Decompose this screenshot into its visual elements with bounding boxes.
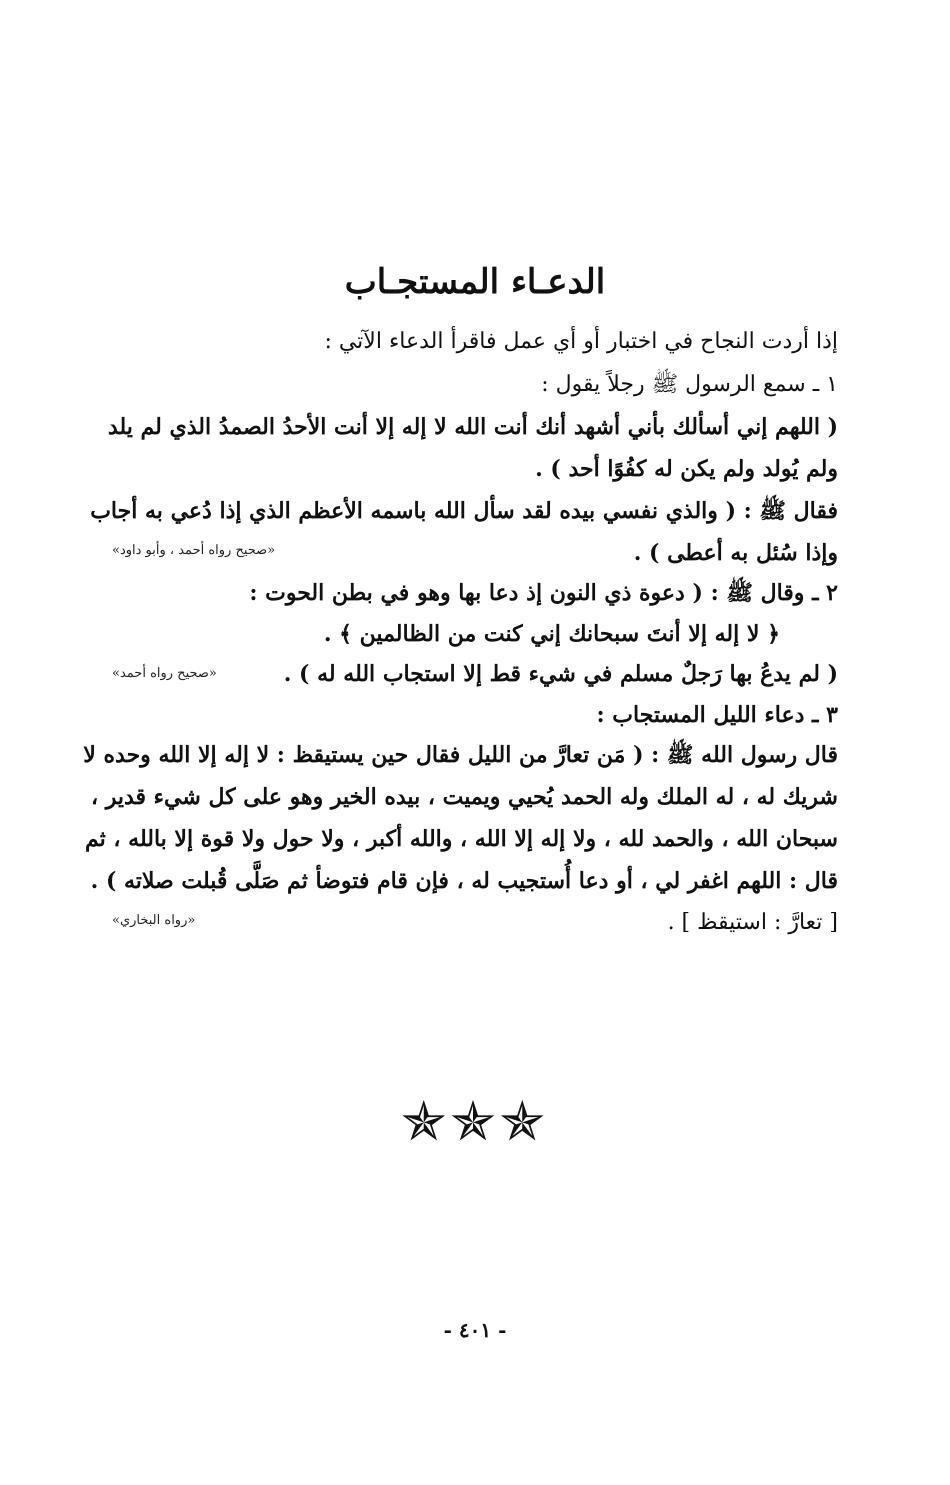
hadith-2-source-note: «صحيح رواه أحمد» [112,666,217,681]
page-title: الدعـاء المستجـاب [344,262,606,302]
dua-3-line-1: قال رسول الله ﷺ : ( مَن تعارَّ من الليل فقال حين يستيقظ : لا إله إلا الله وحده لا [83,742,838,768]
dua-1-line-2: ولم يُولد ولم يكن له كفُوًا أحد ) . [535,456,838,482]
item-3-heading: ٣ ـ دعاء الليل المستجاب : [596,702,838,728]
dua-1-line-1: ( اللهم إني أسألك بأني أشهد أنك أنت الله لا إله إلا أنت الأحدُ الصمدُ الذي لم يلد [107,414,838,440]
dua-2-verse: ﴿ لا إله إلا أنتَ سبحانك إني كنت من الظالمين ﴾ . [323,621,780,647]
star-ornament-icon: ✯✯✯ [401,1090,549,1153]
glossary-line: [ تعارَّ : استيقظ ] . [667,910,838,935]
item-1-heading: ١ ـ سمع الرسول ﷺ رجلاً يقول : [541,372,838,397]
dua-3-line-2: شريك له ، له الملك وله الحمد يُحيي ويميت ، بيده الخير وهو على كل شيء قدير ، [90,784,838,810]
item-2-heading: ٢ ـ وقال ﷺ : ( دعوة ذي النون إذ دعا بها وهو في بطن الحوت : [249,580,838,606]
hadith-1-line-1: فقال ﷺ : ( والذي نفسي بيده لقد سأل الله باسمه الأعظم الذي إذا دُعي به أجاب [90,498,838,524]
hadith-1-source-note: «صحيح رواه أحمد ، وأبو داود» [112,543,276,558]
hadith-2-line: ( لم يدعُ بها رَجلٌ مسلم في شيء قط إلا استجاب الله له ) . [283,661,838,687]
dua-3-line-3: سبحان الله ، والحمد لله ، ولا إله إلا الله ، والله أكبر ، ولا حول ولا قوة إلا بالله ، ثم [84,826,838,852]
page-number: - ٤٠١ - [443,1318,507,1342]
dua-3-line-4: قال : اللهم اغفر لي ، أو دعا أُستجيب له ، فإن قام فتوضأ ثم صَلَّى قُبلت صلاته ) . [90,868,838,894]
intro-line: إذا أردت النجاح في اختبار أو أي عمل فاقرأ الدعاء الآتي : [324,329,838,354]
hadith-3-source-note: «رواه البخاري» [112,913,196,928]
hadith-1-line-2: وإذا سُئل به أعطى ) . [633,540,838,566]
